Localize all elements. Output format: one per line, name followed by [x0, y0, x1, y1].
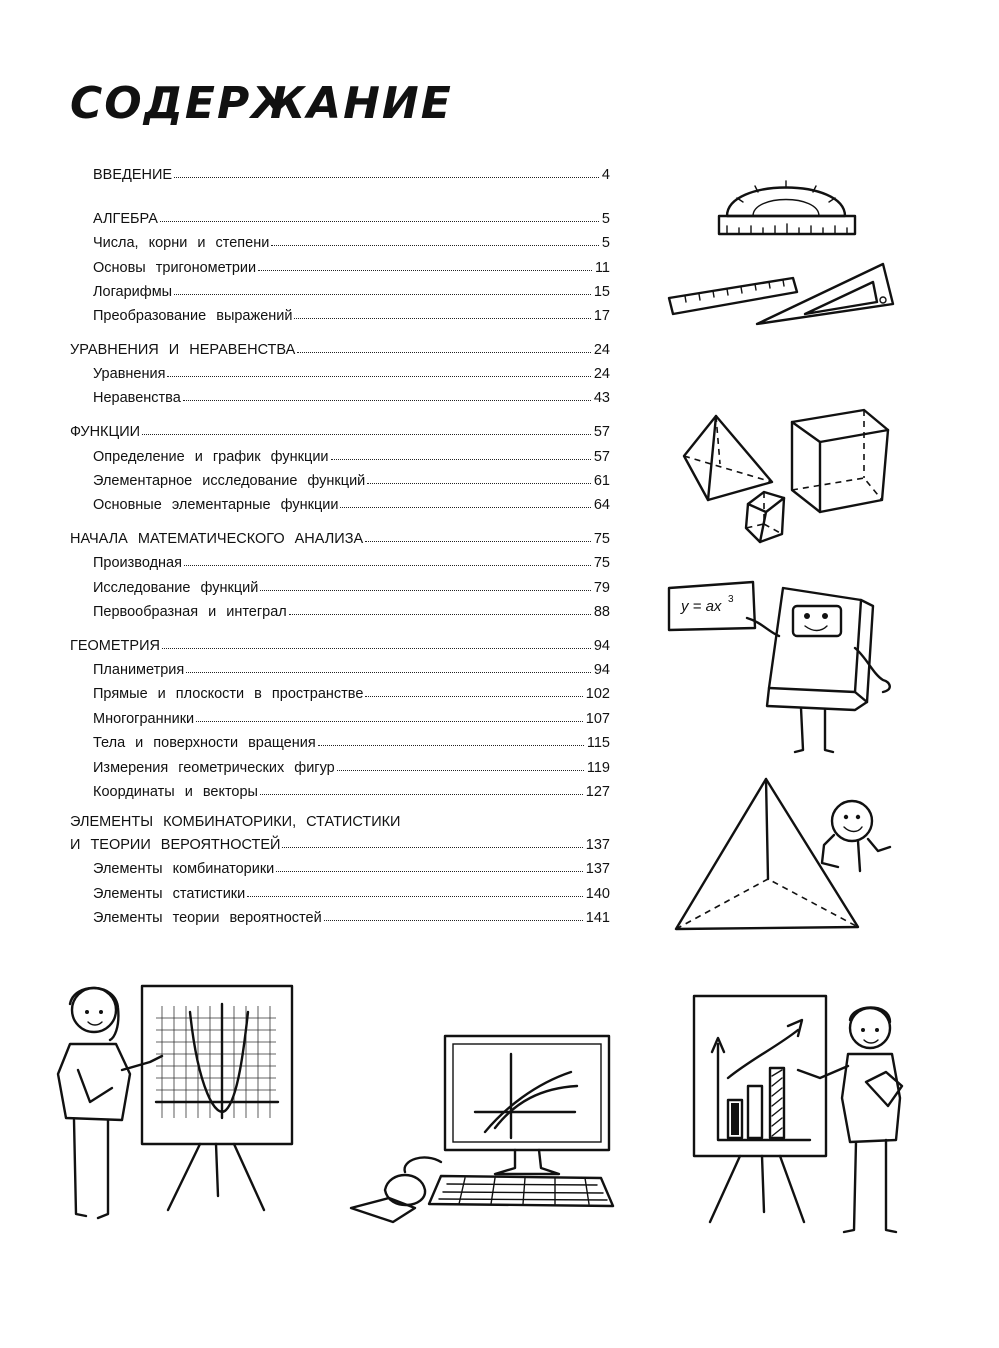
- computer-illustration: [345, 1032, 635, 1232]
- toc-entry[interactable]: [93, 231, 610, 251]
- toc-section-label-line1: ЭЛЕМЕНТЫ КОМБИНАТОРИКИ, СТАТИСТИКИ: [70, 814, 401, 830]
- toc-entry-label: Элементы теории вероятностей: [93, 910, 322, 926]
- ruler-and-triangle-illustration: [665, 262, 900, 330]
- toc-entry[interactable]: [93, 780, 610, 800]
- toc-page-number: 137: [585, 837, 610, 853]
- leader-dots: [247, 896, 583, 897]
- toc-page-number: 15: [593, 284, 610, 300]
- leader-dots: [367, 483, 591, 484]
- leader-dots: [167, 376, 590, 377]
- toc-entry-label: Элементарное исследование функций: [93, 473, 366, 489]
- toc-section-label: АЛГЕБРА: [93, 211, 158, 227]
- toc-section-functions[interactable]: [70, 420, 610, 440]
- leader-dots: [260, 590, 591, 591]
- leader-dots: [160, 221, 599, 222]
- leader-dots: [282, 847, 582, 848]
- toc-page-number: 102: [585, 686, 610, 702]
- toc-entry[interactable]: [93, 576, 610, 596]
- toc-page-number: 141: [585, 910, 610, 926]
- toc-page-number: 88: [593, 604, 610, 620]
- toc-page-number: 140: [585, 886, 610, 902]
- leader-dots: [184, 565, 591, 566]
- pyramid-character-illustration: [672, 775, 902, 935]
- toc-section-label: ФУНКЦИИ: [70, 424, 141, 440]
- toc-entry[interactable]: [93, 658, 610, 678]
- toc-section-algebra[interactable]: [93, 207, 610, 227]
- toc-page-number: 107: [585, 711, 610, 727]
- toc-entry[interactable]: [93, 469, 610, 489]
- leader-dots: [365, 696, 582, 697]
- toc-entry[interactable]: [93, 731, 610, 751]
- leader-dots: [183, 400, 591, 401]
- toc-entry-label: Многогранники: [93, 711, 195, 727]
- leader-dots: [318, 745, 584, 746]
- toc-section-label: НАЧАЛА МАТЕМАТИЧЕСКОГО АНАЛИЗА: [70, 531, 364, 547]
- toc-page-number: 24: [593, 366, 610, 382]
- toc-section-analysis[interactable]: [70, 527, 610, 547]
- leader-dots: [297, 352, 591, 353]
- leader-dots: [294, 318, 590, 319]
- toc-page-number: 5: [601, 235, 610, 251]
- toc-entry-label: Планиметрия: [93, 662, 185, 678]
- card-formula: y = ax: [681, 598, 722, 615]
- toc-entry[interactable]: [93, 707, 610, 727]
- protractor-illustration: [715, 168, 860, 240]
- card-formula-exponent: 3: [728, 594, 734, 605]
- toc-page-number: 17: [593, 308, 610, 324]
- toc-entry-intro[interactable]: [93, 163, 610, 183]
- leader-dots: [174, 294, 591, 295]
- toc-page-number: 24: [593, 342, 610, 358]
- teacher-with-bar-chart-board-illustration: [690, 990, 930, 1240]
- toc-page-number: 57: [593, 424, 610, 440]
- toc-page-number: 61: [593, 473, 610, 489]
- leader-dots: [142, 434, 591, 435]
- toc-entry-label: Измерения геометрических фигур: [93, 760, 335, 776]
- book-character-illustration: [665, 578, 895, 758]
- toc-page-number: 115: [586, 735, 610, 751]
- toc-entry-label: Первообразная и интеграл: [93, 604, 287, 620]
- leader-dots: [271, 245, 599, 246]
- toc-entry-label: Прямые и плоскости в пространстве: [93, 686, 364, 702]
- toc-entry[interactable]: [93, 882, 610, 902]
- toc-entry[interactable]: [93, 445, 610, 465]
- leader-dots: [258, 270, 592, 271]
- toc-page-number: 75: [593, 531, 610, 547]
- toc-section-combinatorics[interactable]: [70, 833, 610, 853]
- toc-entry[interactable]: [93, 756, 610, 776]
- toc-entry-label: Элементы комбинаторики: [93, 861, 275, 877]
- toc-entry-label: Логарифмы: [93, 284, 173, 300]
- leader-dots: [174, 177, 599, 178]
- toc-entry-label: Основные элементарные функции: [93, 497, 339, 513]
- toc-entry[interactable]: [93, 906, 610, 926]
- toc-page-number: 5: [601, 211, 610, 227]
- toc-section-label: ГЕОМЕТРИЯ: [70, 638, 160, 654]
- leader-dots: [324, 920, 583, 921]
- toc-page-number: 137: [585, 861, 610, 877]
- toc-entry[interactable]: [93, 551, 610, 571]
- toc-entry-label: Тела и поверхности вращения: [93, 735, 316, 751]
- toc-page-number: 79: [593, 580, 610, 596]
- toc-section-equations[interactable]: [70, 338, 610, 358]
- toc-entry-label: Числа, корни и степени: [93, 235, 270, 251]
- toc-section-label: УРАВНЕНИЯ И НЕРАВЕНСТВА: [70, 342, 296, 358]
- toc-entry-label: Элементы статистики: [93, 886, 246, 902]
- toc-entry[interactable]: [93, 280, 610, 300]
- toc-entry-label: ВВЕДЕНИЕ: [93, 167, 173, 183]
- toc-entry[interactable]: [93, 857, 610, 877]
- toc-page-number: 75: [593, 555, 610, 571]
- toc-entry[interactable]: [93, 386, 610, 406]
- toc-page-number: 11: [594, 260, 610, 276]
- toc-page-number: 4: [601, 167, 610, 183]
- leader-dots: [276, 871, 583, 872]
- toc-section-label: И ТЕОРИИ ВЕРОЯТНОСТЕЙ: [70, 837, 281, 853]
- toc-page-number: 94: [593, 638, 610, 654]
- toc-entry[interactable]: [93, 600, 610, 620]
- toc-page-number: 64: [593, 497, 610, 513]
- toc-page-number: 119: [586, 760, 610, 776]
- teacher-with-parabola-board-illustration: [50, 978, 300, 1236]
- leader-dots: [331, 459, 591, 460]
- toc-entry[interactable]: [93, 493, 610, 513]
- leader-dots: [186, 672, 591, 673]
- toc-entry[interactable]: [93, 304, 610, 324]
- toc-entry[interactable]: [93, 682, 610, 702]
- toc-entry-label: Исследование функций: [93, 580, 259, 596]
- toc-entry-label: Неравенства: [93, 390, 181, 406]
- leader-dots: [365, 541, 591, 542]
- toc-entry[interactable]: [93, 256, 610, 276]
- toc-section-geometry[interactable]: [70, 634, 610, 654]
- toc-page-number: 94: [593, 662, 610, 678]
- leader-dots: [196, 721, 583, 722]
- toc-entry-label: Уравнения: [93, 366, 166, 382]
- toc-entry-label: Определение и график функции: [93, 449, 329, 465]
- leader-dots: [162, 648, 591, 649]
- leader-dots: [289, 614, 591, 615]
- polyhedra-illustration: [680, 408, 895, 548]
- leader-dots: [340, 507, 590, 508]
- toc-entry-label: Преобразование выражений: [93, 308, 293, 324]
- page-title: СОДЕРЖАНИЕ: [70, 78, 453, 129]
- toc-entry-label: Производная: [93, 555, 182, 571]
- toc-page-number: 127: [585, 784, 610, 800]
- toc-page-number: 57: [593, 449, 610, 465]
- leader-dots: [337, 770, 584, 771]
- toc-page-number: 43: [593, 390, 610, 406]
- toc-entry[interactable]: [93, 362, 610, 382]
- toc-entry-label: Координаты и векторы: [93, 784, 258, 800]
- toc-entry-label: Основы тригонометрии: [93, 260, 257, 276]
- leader-dots: [260, 794, 583, 795]
